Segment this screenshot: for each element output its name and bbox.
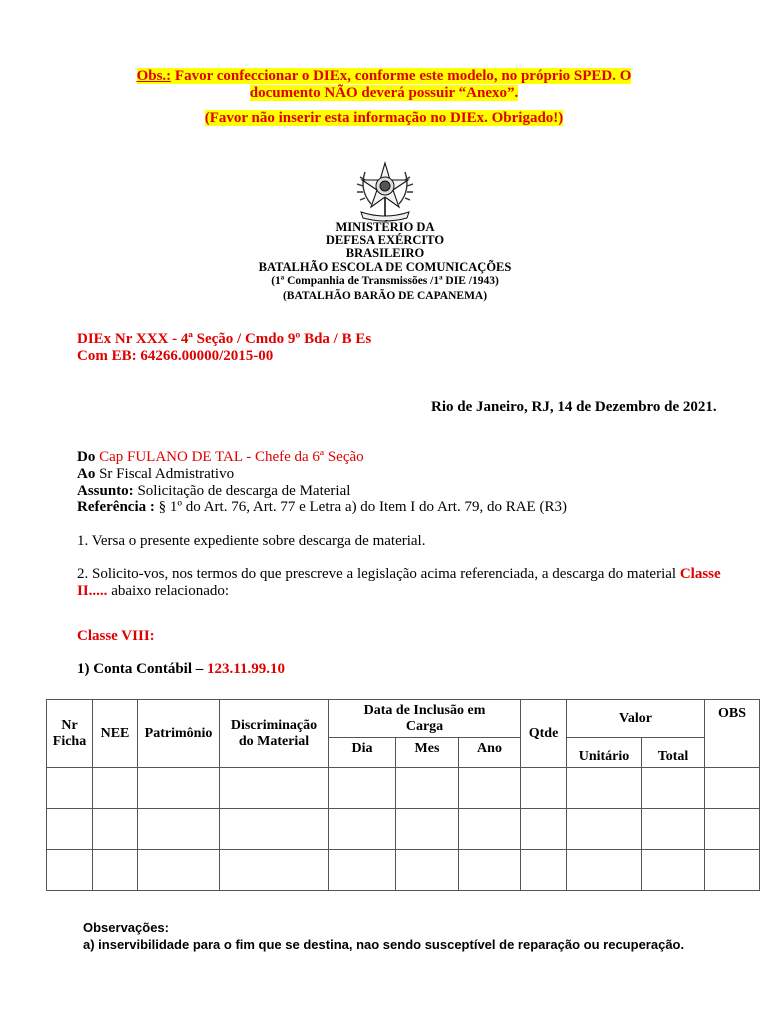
field-referencia-label: Referência : (77, 499, 155, 515)
table-cell[interactable] (329, 850, 396, 891)
notice-line-1-text: Favor confeccionar o DIEx, conforme este modelo, no próprio SPED. O (171, 68, 632, 84)
paragraph-2-text: 2. Solicito-vos, nos termos do que prescreve a legislação acima referenciada, a descarga do material (77, 566, 680, 582)
table-cell[interactable] (705, 809, 760, 850)
diex-number: DIEx Nr XXX - 4ª Seção / Cmdo 9º Bda / B Es (77, 331, 372, 347)
table-cell[interactable] (220, 768, 329, 809)
header-ministerio: MINISTÉRIO DA (335, 220, 435, 234)
table-cell[interactable] (396, 809, 459, 850)
table-cell[interactable] (329, 809, 396, 850)
table-cell[interactable] (396, 768, 459, 809)
table-cell[interactable] (329, 768, 396, 809)
table-cell[interactable] (521, 850, 567, 891)
table-cell[interactable] (521, 768, 567, 809)
table-cell[interactable] (93, 809, 138, 850)
col-discriminacao (220, 700, 329, 768)
table-cell[interactable] (567, 768, 642, 809)
col-nee: NEE (93, 700, 138, 768)
notice-line-3-text: (Favor não inserir esta informação no DIEx. Obrigado!) (204, 110, 564, 126)
col-nr-ficha (47, 700, 93, 768)
account-line (77, 661, 285, 678)
table-cell[interactable] (521, 809, 567, 850)
table-cell[interactable] (567, 809, 642, 850)
table-cell[interactable] (459, 768, 521, 809)
material-table (46, 699, 760, 891)
paragraph-2-class-a: Classe (679, 566, 721, 582)
header-barao: (BATALHÃO BARÃO DE CAPANEMA) (282, 290, 488, 302)
paragraph-1: 1. Versa o presente expediente sobre descarga de material. (77, 533, 426, 549)
table-cell[interactable] (220, 809, 329, 850)
table-cell[interactable] (396, 850, 459, 891)
class-heading: Classe VIII: (77, 628, 155, 644)
header-defesa: DEFESA EXÉRCITO (325, 233, 445, 247)
paragraph-2-tail: abaixo relacionado: (107, 583, 230, 599)
notice-line-1 (0, 68, 768, 85)
notice-line-2-text: documento NÃO deverá possuir “Anexo”. (249, 85, 519, 101)
table-cell[interactable] (47, 850, 93, 891)
col-total: Total (642, 738, 705, 768)
col-data-inclusao (329, 700, 521, 738)
table-cell[interactable] (138, 809, 220, 850)
paragraph-2 (77, 566, 747, 600)
col-valor: Valor (567, 700, 705, 738)
col-patrimonio: Patrimônio (138, 700, 220, 768)
table-cell[interactable] (567, 850, 642, 891)
table-cell[interactable] (93, 768, 138, 809)
col-dia: Dia (329, 738, 396, 768)
table-cell[interactable] (93, 850, 138, 891)
col-ano: Ano (459, 738, 521, 768)
table-cell[interactable] (642, 768, 705, 809)
table-row (47, 809, 760, 850)
table-cell[interactable] (138, 768, 220, 809)
col-discriminacao-line2: do Material (238, 733, 310, 749)
table-cell[interactable] (705, 850, 760, 891)
table-row (47, 768, 760, 809)
col-qtde: Qtde (521, 700, 567, 768)
header-batalhao: BATALHÃO ESCOLA DE COMUNICAÇÕES (258, 260, 512, 274)
table-cell[interactable] (459, 850, 521, 891)
table-cell[interactable] (642, 850, 705, 891)
field-do-label: Do (77, 449, 96, 465)
paragraph-2-class-b: II..... (77, 583, 108, 599)
table-row (47, 850, 760, 891)
field-ao-value: Sr Fiscal Admistrativo (99, 466, 235, 482)
col-mes: Mes (396, 738, 459, 768)
table-cell[interactable] (47, 809, 93, 850)
header-companhia: (1ª Companhia de Transmissões /1ª DIE /1943) (271, 275, 499, 287)
table-cell[interactable] (138, 850, 220, 891)
col-unitario: Unitário (567, 738, 642, 768)
notice-obs-label: Obs.: (136, 68, 172, 84)
field-ao-label: Ao (77, 466, 96, 482)
diex-com-eb: Com EB: 64266.00000/2015-00 (77, 348, 274, 364)
header-brasileiro: BRASILEIRO (345, 246, 425, 260)
table-cell[interactable] (47, 768, 93, 809)
notice-line-2 (0, 85, 768, 102)
col-obs: OBS (705, 700, 760, 768)
col-data-line2: Carga (405, 718, 444, 734)
field-do (77, 449, 364, 466)
col-data-line1: Data de Inclusão em (363, 702, 486, 718)
table-cell[interactable] (459, 809, 521, 850)
account-label: 1) Conta Contábil – (77, 661, 208, 677)
table-cell[interactable] (220, 850, 329, 891)
observacoes-item-a: a) inservibilidade para o fim que se destina, nao sendo susceptível de reparação ou recuperação. (83, 937, 685, 952)
account-number: 123.11.99.10 (207, 661, 285, 677)
brasao-icon (351, 160, 419, 224)
notice-line-3 (0, 110, 768, 127)
col-nr-ficha-line2: Ficha (52, 733, 87, 749)
date-line: Rio de Janeiro, RJ, 14 de Dezembro de 2021. (431, 399, 717, 415)
observacoes-title: Observações: (83, 920, 169, 935)
field-assunto-label: Assunto: (77, 483, 134, 499)
field-do-value: Cap FULANO DE TAL - Chefe da 6ª Seção (99, 449, 364, 465)
field-assunto-value: Solicitação de descarga de Material (137, 483, 351, 499)
col-discriminacao-line1: Discriminação (230, 717, 318, 733)
table-header-row-1 (47, 700, 760, 738)
table-cell[interactable] (705, 768, 760, 809)
field-referencia-value: § 1º do Art. 76, Art. 77 e Letra a) do Item I do Art. 79, do RAE (R3) (158, 499, 567, 515)
field-referencia (77, 499, 567, 516)
field-assunto (77, 483, 350, 500)
table-cell[interactable] (642, 809, 705, 850)
col-nr-ficha-line1: Nr (61, 717, 78, 733)
field-ao (77, 466, 234, 483)
